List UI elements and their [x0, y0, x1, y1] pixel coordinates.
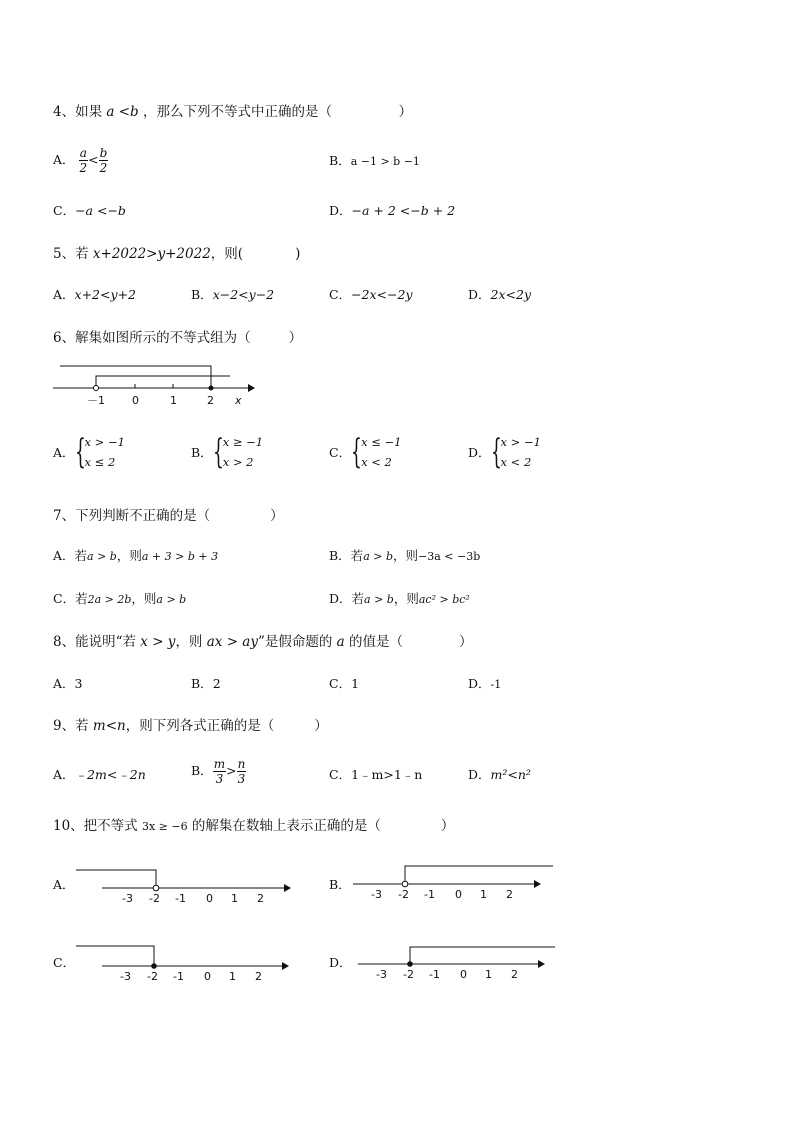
- q7-option-d[interactable]: [329, 589, 470, 607]
- tick-label: -2: [403, 968, 414, 981]
- q8-option-c-label: C．: [329, 676, 352, 691]
- q10-option-a-label[interactable]: A．: [53, 877, 75, 892]
- q6-option-a-label: A．: [53, 445, 75, 460]
- q8-stem-var: a: [336, 634, 345, 650]
- q9-stem: [53, 714, 328, 734]
- q8-stem-cond1: x > y: [140, 634, 176, 650]
- q4-option-a[interactable]: [53, 146, 108, 175]
- q5-stem: [53, 242, 300, 262]
- q6-c-line1: x ≤ −1: [361, 435, 402, 449]
- axis-arrow: [534, 880, 541, 888]
- q4-option-a-rel: <: [88, 152, 99, 167]
- q4-option-d-text: −a + 2 <−b + 2: [351, 203, 456, 218]
- q5-option-c-label: C．: [329, 287, 352, 302]
- tick-label: 0: [460, 968, 467, 981]
- q5-option-d[interactable]: [468, 285, 531, 303]
- q4-option-d-label: D．: [329, 203, 352, 218]
- q9-b-num2: n: [237, 757, 246, 771]
- q4-option-c-text: −a <−b: [75, 203, 126, 218]
- q5-option-a[interactable]: [53, 285, 136, 303]
- q6-option-a[interactable]: [53, 432, 125, 472]
- q7-option-b-then: ，则: [393, 548, 419, 563]
- q7-stem: [53, 504, 284, 524]
- q9-stem-condition: m<n: [92, 718, 126, 734]
- q5-option-d-text: 2x<2y: [490, 287, 532, 302]
- brace-icon: {: [74, 432, 86, 472]
- q6-ray-right: [96, 376, 230, 386]
- q4-stem-post: ，那么下列不等式中正确的是（: [142, 104, 332, 120]
- q4-a-num1: a: [79, 146, 87, 160]
- q10-d-ray-right: [410, 947, 555, 962]
- q9-option-d-label: D．: [468, 767, 491, 782]
- q8-stem-end: 的值是（: [349, 634, 404, 650]
- q6-open-point: [94, 386, 99, 391]
- q6-a-line2: x ≤ 2: [84, 455, 116, 469]
- q6-option-c-label: C．: [329, 445, 352, 460]
- q10-option-d-label[interactable]: D．: [329, 955, 352, 970]
- q10-stem-post: 的解集在数轴上表示正确的是（: [191, 818, 381, 834]
- q8-option-d-label: D．: [468, 676, 491, 691]
- q7-option-a-label: A．若: [53, 548, 88, 563]
- q5-option-d-label: D．: [468, 287, 491, 302]
- q5-option-b-label: B．: [191, 287, 213, 302]
- q8-option-c[interactable]: [329, 674, 359, 692]
- q6-stem-text: 6、解集如图所示的不等式组为（: [53, 330, 251, 346]
- tick-label: 2: [255, 970, 262, 983]
- q7-option-a-cond: a > b: [87, 550, 117, 563]
- q6-option-c[interactable]: [329, 432, 401, 472]
- q6-a-line1: x > −1: [84, 435, 125, 449]
- q6-d-line1: x > −1: [500, 435, 541, 449]
- q9-option-c-text: 1﹣m>1﹣n: [351, 767, 423, 782]
- q4-a-num2: b: [99, 146, 108, 160]
- q5-option-b[interactable]: [191, 285, 274, 303]
- q5-option-b-text: x−2<y−2: [212, 287, 275, 302]
- q8-option-c-text: 1: [351, 676, 360, 691]
- q10-stem-pre: 10、把不等式: [53, 818, 138, 834]
- q9-option-c[interactable]: [329, 765, 422, 783]
- tick-label: -2: [147, 970, 158, 983]
- q7-option-c-then: ，则: [131, 591, 157, 606]
- axis-arrow: [284, 884, 291, 892]
- q9-option-b[interactable]: [191, 757, 246, 786]
- q9-option-b-rel: >: [226, 763, 237, 778]
- q8-option-d-text: -1: [490, 678, 502, 691]
- tick-label: 0: [206, 892, 213, 905]
- q9-option-a-label: A．: [53, 767, 75, 782]
- q5-option-a-text: x+2<y+2: [74, 287, 136, 302]
- tick-label: -2: [149, 892, 160, 905]
- q10-option-c-label[interactable]: C．: [53, 955, 76, 970]
- q7-option-b[interactable]: [329, 546, 480, 564]
- q8-option-a-text: 3: [74, 676, 83, 691]
- q8-option-b-label: B．: [191, 676, 213, 691]
- q7-option-a[interactable]: [53, 546, 218, 564]
- tick-label: -1: [173, 970, 184, 983]
- q8-option-a-label: A．: [53, 676, 75, 691]
- tick-label: 1: [485, 968, 492, 981]
- q9-option-b-frac1: [213, 757, 226, 786]
- q7-option-c[interactable]: [53, 589, 186, 607]
- q10-c-closed-point: [151, 963, 157, 969]
- q6-option-d[interactable]: [468, 432, 541, 472]
- q6-number-line: [50, 358, 260, 410]
- q6-option-d-system: [491, 432, 541, 472]
- q9-b-den1: 3: [215, 772, 224, 786]
- q9-stem-post: ，则下列各式正确的是（: [125, 718, 275, 734]
- q6-d-line2: x < 2: [500, 455, 532, 469]
- q9-option-a[interactable]: [53, 765, 146, 783]
- q7-option-d-cond: a > b: [364, 593, 394, 606]
- brace-icon: {: [490, 432, 502, 472]
- q7-paren-close: ）: [270, 508, 284, 524]
- tick-label: 1: [231, 892, 238, 905]
- q9-option-a-text: ﹣2m<﹣2n: [74, 767, 146, 782]
- q9-option-b-frac2: [237, 757, 247, 786]
- q8-stem: [53, 630, 473, 650]
- q6-tick-label: 1: [170, 394, 177, 407]
- q6-axis-arrow: [248, 384, 255, 392]
- q9-option-b-label: B．: [191, 763, 213, 778]
- tick-label: 0: [455, 888, 462, 901]
- q10-stem-inequality: 3x ≥ −6: [141, 820, 188, 833]
- q6-option-b[interactable]: [191, 432, 263, 472]
- q4-option-c-label: C．: [53, 203, 76, 218]
- q4-option-b-label: B．: [329, 153, 351, 168]
- q5-option-c[interactable]: [329, 285, 413, 303]
- q6-closed-point: [209, 386, 214, 391]
- q4-a-den2: 2: [99, 161, 108, 175]
- tick-label: -3: [120, 970, 131, 983]
- q6-tick-label: 0: [132, 394, 139, 407]
- q10-option-c-number-line[interactable]: [72, 942, 297, 990]
- q6-option-a-system: [75, 432, 125, 472]
- q6-b-line1: x ≥ −1: [222, 435, 264, 449]
- q9-stem-pre: 9、若: [53, 718, 89, 734]
- q10-b-open-point: [402, 881, 408, 887]
- q8-stem-pre: 8、能说明“若: [53, 634, 136, 650]
- q7-option-c-cond: 2a > 2b: [87, 593, 132, 606]
- q7-option-a-then: ，则: [116, 548, 142, 563]
- q7-option-d-label: D．若: [329, 591, 365, 606]
- q4-stem-pre: 4、如果: [53, 104, 103, 120]
- q9-option-d-text: m²<n²: [490, 767, 531, 782]
- q10-stem: [53, 814, 454, 834]
- q5-option-a-label: A．: [53, 287, 75, 302]
- q5-paren-close: ): [295, 246, 301, 262]
- q8-option-b[interactable]: [191, 674, 221, 692]
- q10-option-a-number-line[interactable]: [72, 862, 297, 910]
- q4-stem: [53, 100, 412, 120]
- q4-paren-close: ）: [398, 104, 413, 120]
- q10-c-ray-left: [76, 946, 154, 964]
- q5-stem-post: ，则(: [210, 246, 244, 262]
- axis-arrow: [538, 960, 545, 968]
- q4-option-a-frac2: [99, 146, 109, 175]
- q9-paren-close: ）: [314, 718, 328, 734]
- q6-tick-label: －1: [87, 394, 105, 407]
- q6-axis-var: x: [235, 394, 242, 407]
- q7-option-b-cond: a > b: [363, 550, 393, 563]
- q10-b-ray-right: [405, 866, 553, 882]
- q6-option-b-system: [213, 432, 263, 472]
- q4-option-b-text: a −1 > b −1: [350, 155, 420, 168]
- q5-stem-condition: x+2022>y+2022: [92, 246, 211, 262]
- q7-option-b-label: B．若: [329, 548, 364, 563]
- q7-option-d-then: ，则: [393, 591, 419, 606]
- tick-label: -1: [175, 892, 186, 905]
- q6-stem: [53, 326, 302, 346]
- tick-label: -1: [424, 888, 435, 901]
- q10-a-ray-left: [76, 870, 156, 886]
- q6-tick-label: 2: [207, 394, 214, 407]
- q10-option-b-label[interactable]: B．: [329, 877, 351, 892]
- brace-icon: {: [212, 432, 224, 472]
- q4-option-d[interactable]: [329, 201, 455, 219]
- q6-option-c-system: [351, 432, 401, 472]
- tick-label: 1: [480, 888, 487, 901]
- q4-option-c[interactable]: [53, 201, 126, 219]
- q8-option-a[interactable]: [53, 674, 82, 692]
- q4-option-b[interactable]: [329, 151, 420, 169]
- q8-option-b-text: 2: [212, 676, 221, 691]
- q8-option-d[interactable]: [468, 674, 501, 692]
- q10-option-b-number-line[interactable]: [348, 862, 558, 910]
- q5-stem-pre: 5、若: [53, 246, 89, 262]
- q4-option-a-label: A．: [53, 152, 75, 167]
- q8-stem-cond2: ax > ay: [206, 634, 258, 650]
- q6-b-line2: x > 2: [222, 455, 254, 469]
- tick-label: 2: [511, 968, 518, 981]
- q4-stem-condition: a <b: [106, 104, 139, 120]
- q5-option-c-text: −2x<−2y: [351, 287, 413, 302]
- q7-option-c-label: C．若: [53, 591, 88, 606]
- q9-option-d[interactable]: [468, 765, 531, 783]
- axis-arrow: [282, 962, 289, 970]
- tick-label: -3: [376, 968, 387, 981]
- tick-label: -1: [429, 968, 440, 981]
- q7-option-a-res: a + 3 > b + 3: [141, 550, 219, 563]
- q6-c-line2: x < 2: [361, 455, 392, 469]
- q7-stem-text: 7、下列判断不正确的是（: [53, 508, 211, 524]
- q9-b-num1: m: [213, 757, 226, 771]
- tick-label: 1: [229, 970, 236, 983]
- q7-option-d-res: ac² > bc²: [418, 593, 470, 606]
- q4-option-a-frac1: [79, 146, 89, 175]
- q7-option-c-res: a > b: [156, 593, 187, 606]
- brace-icon: {: [351, 432, 362, 472]
- q4-a-den1: 2: [79, 161, 88, 175]
- tick-label: 0: [204, 970, 211, 983]
- q10-paren-close: ）: [440, 818, 455, 834]
- tick-label: -3: [122, 892, 133, 905]
- q9-option-c-label: C．: [329, 767, 352, 782]
- q10-a-open-point: [153, 885, 159, 891]
- q10-d-closed-point: [407, 961, 413, 967]
- q8-paren-close: ）: [459, 634, 473, 650]
- q6-option-d-label: D．: [468, 445, 491, 460]
- q8-stem-mid: ，则: [175, 634, 203, 650]
- tick-label: -3: [371, 888, 382, 901]
- q6-option-b-label: B．: [191, 445, 213, 460]
- tick-label: 2: [506, 888, 513, 901]
- q8-stem-post: ”是假命题的: [257, 634, 333, 650]
- q9-b-den2: 3: [237, 772, 246, 786]
- tick-label: 2: [257, 892, 264, 905]
- q10-option-d-number-line[interactable]: [348, 942, 560, 990]
- q6-paren-close: ）: [288, 330, 303, 346]
- tick-label: -2: [398, 888, 409, 901]
- q7-option-b-res: −3a < −3b: [418, 550, 481, 563]
